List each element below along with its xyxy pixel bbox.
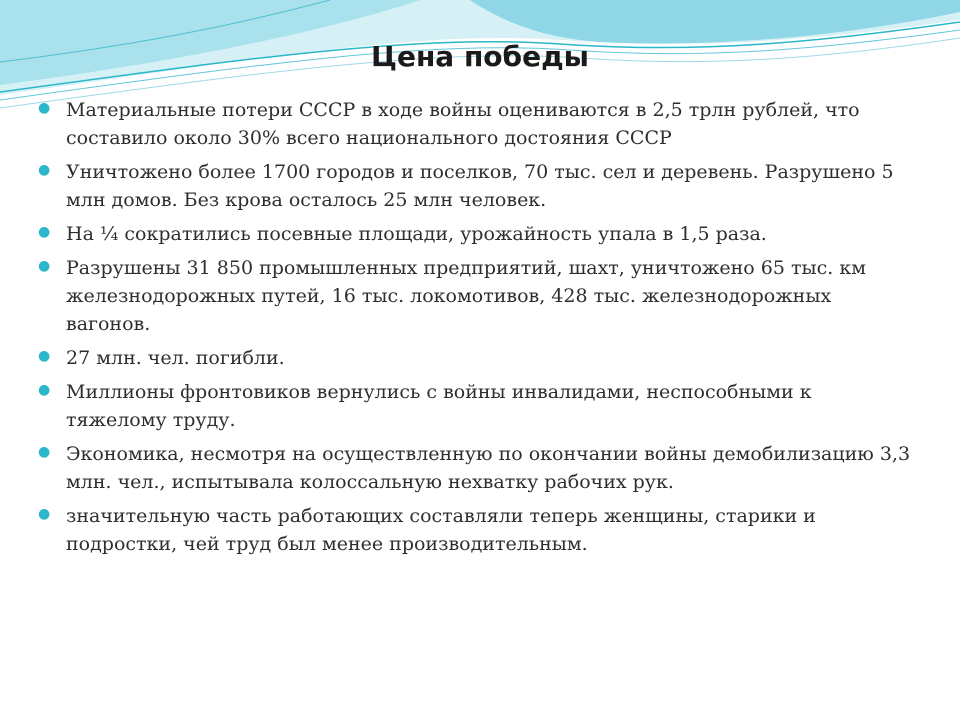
bullet-list (38, 96, 918, 564)
list-item (38, 344, 918, 372)
bullet-dot-icon: ● (38, 444, 51, 460)
bullet-text: На ¼ сократились посевные площади, урожайность упала в 1,5 раза. (66, 223, 767, 245)
bullet-text: Миллионы фронтовиков вернулись с войны инвалидами, неспособными к тяжелому труду. (66, 381, 812, 431)
bullet-text: 27 млн. чел. погибли. (66, 347, 285, 369)
bullet-text: Разрушены 31 850 промышленных предприятий, шахт, уничтожено 65 тыс. км железнодорожных путей, 16 тыс. локомотивов, 428 тыс. железнодорожных вагонов. (66, 257, 866, 335)
bullet-text: Материальные потери СССР в ходе войны оцениваются в 2,5 трлн рублей, что составило около 30% всего национального достояния СССР (66, 99, 860, 149)
list-item (38, 254, 918, 338)
bullet-dot-icon: ● (38, 224, 51, 240)
bullet-dot-icon: ● (38, 382, 51, 398)
bullet-dot-icon: ● (38, 258, 51, 274)
bullet-dot-icon: ● (38, 506, 51, 522)
list-item (38, 220, 918, 248)
list-item (38, 378, 918, 434)
bullet-dot-icon: ● (38, 162, 51, 178)
bullet-text: Уничтожено более 1700 городов и поселков, 70 тыс. сел и деревень. Разрушено 5 млн домов. Без крова осталось 25 млн человек. (66, 161, 894, 211)
list-item (38, 158, 918, 214)
bullet-text: Экономика, несмотря на осуществленную по окончании войны демобилизацию 3,3 млн. чел., испытывала колоссальную нехватку рабочих рук. (66, 443, 911, 493)
bullet-text: значительную часть работающих составляли теперь женщины, старики и подростки, чей труд был менее производительным. (66, 505, 816, 555)
list-item (38, 502, 918, 558)
slide-title: Цена победы (370, 40, 589, 73)
list-item (38, 440, 918, 496)
list-item (38, 96, 918, 152)
bullet-dot-icon: ● (38, 348, 51, 364)
bullet-dot-icon: ● (38, 100, 51, 116)
